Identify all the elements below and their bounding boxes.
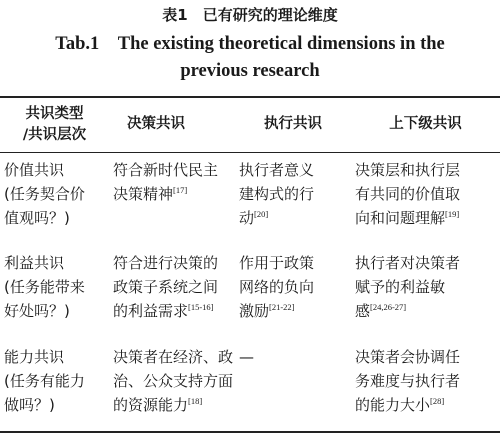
citation-reference: [15-16] (188, 302, 214, 312)
cell-line-text: 治、公众支持方面 (113, 372, 234, 390)
caption-english-line-1: Tab.1 The existing theoretical dimensions in the (55, 34, 445, 54)
cell-line (4, 369, 105, 393)
cell-line-text: 能力共识 (4, 348, 65, 366)
cell-line-text: 政策子系统之间 (113, 278, 219, 296)
cell-line-text: 执行者对决策者 (355, 254, 461, 272)
cell-line (355, 345, 496, 369)
cell-line (4, 393, 105, 417)
cell-line (4, 251, 105, 275)
cell-line (239, 206, 347, 230)
cell-line (355, 299, 496, 323)
cell-line (355, 251, 496, 275)
header-consensus-type (0, 97, 109, 152)
row-dimension-cell (0, 246, 109, 340)
cell-line (355, 275, 496, 299)
cell-line-text: 的能力大小 (355, 396, 431, 414)
decision-consensus-cell (109, 246, 235, 340)
cell-line-text: 激励 (239, 302, 270, 320)
cell-line (4, 182, 105, 206)
cell-line (355, 393, 496, 417)
cell-line-text: 务难度与执行者 (355, 372, 461, 390)
cell-line-text: 动 (239, 208, 255, 227)
cell-line (4, 206, 105, 230)
header-line: 共识类型 (25, 105, 84, 122)
cell-line (113, 299, 231, 323)
execution-consensus-cell: — (239, 348, 254, 366)
execution-consensus-cell (235, 246, 351, 340)
cell-line-text: 决策精神 (113, 184, 174, 203)
header-decision-consensus (109, 97, 235, 152)
cell-line-text: 向和问题理解 (355, 208, 446, 227)
cell-line (239, 275, 347, 299)
table-body (0, 152, 500, 432)
header-execution-consensus (235, 97, 351, 152)
cell-line (239, 182, 347, 206)
cell-line-text: (任务有能力 (4, 372, 85, 390)
cell-line-text: 作用于政策 (239, 254, 315, 272)
cell-line-text: 利益共识 (4, 254, 65, 272)
cell-line-text: 值观吗？) (4, 208, 70, 227)
table-caption-english (28, 31, 472, 85)
cell-line (113, 158, 231, 182)
citation-reference: [19] (445, 208, 460, 219)
header-line: /共识层次 (22, 126, 87, 143)
cell-line (355, 369, 496, 393)
decision-consensus-cell (109, 152, 235, 246)
cell-line (4, 299, 105, 323)
cell-line-text: 符合进行决策的 (113, 254, 219, 272)
cell-line-text: 符合新时代民主 (113, 160, 219, 179)
cell-line-text: 的利益需求 (113, 302, 189, 320)
cell-line-text: 好处吗？) (4, 302, 70, 320)
table-row (0, 152, 500, 246)
cell-line (4, 275, 105, 299)
hierarchy-consensus-cell (351, 340, 500, 432)
table-row (0, 340, 500, 432)
citation-reference: [20] (254, 208, 269, 219)
cell-line (355, 206, 496, 230)
header-line: 决策共识 (127, 116, 185, 133)
cell-line-text: 决策层和执行层 (355, 160, 461, 179)
header-hierarchy-consensus (351, 97, 500, 152)
cell-line (113, 182, 231, 206)
cell-line-text: (任务能带来 (4, 278, 85, 296)
cell-line (239, 251, 347, 275)
cell-line-text: 网络的负向 (239, 278, 315, 296)
cell-line (113, 251, 231, 275)
cell-line-text: 价值共识 (4, 160, 65, 179)
hierarchy-consensus-cell (351, 152, 500, 246)
row-dimension-cell (0, 340, 109, 432)
decision-consensus-cell (109, 340, 235, 432)
cell-line (113, 393, 231, 417)
citation-reference: [17] (173, 184, 188, 195)
cell-line (355, 182, 496, 206)
cell-line-text: 决策者在经济、政 (113, 348, 234, 366)
cell-line (355, 158, 496, 182)
citation-reference: [28] (430, 396, 445, 406)
cell-line-text: 赋予的利益敏 (355, 278, 446, 296)
cell-line-text: 建构式的行 (239, 184, 315, 203)
citation-reference: [18] (188, 396, 203, 406)
cell-line (4, 345, 105, 369)
citation-reference: [21-22] (269, 302, 295, 312)
table-caption-chinese: 表1 已有研究的理论维度 (162, 6, 338, 24)
hierarchy-consensus-cell (351, 246, 500, 340)
cell-line (4, 158, 105, 182)
dimensions-table (0, 96, 500, 433)
cell-line-text: 的资源能力 (113, 396, 189, 414)
cell-line-text: 决策者会协调任 (355, 348, 461, 366)
table-header-row (0, 97, 500, 152)
cell-line (239, 158, 347, 182)
cell-line (113, 369, 234, 393)
citation-reference: [24,26-27] (370, 302, 407, 312)
caption-english-line-2: previous research (180, 61, 320, 81)
row-dimension-cell (0, 152, 109, 246)
header-line: 上下级共识 (389, 116, 462, 133)
execution-consensus-cell (235, 152, 351, 246)
cell-line-text: 有共同的价值取 (355, 184, 461, 203)
cell-line (113, 345, 234, 369)
cell-line-text: 执行者意义 (239, 160, 315, 179)
cell-line-text: 感 (355, 302, 371, 320)
header-line: 执行共识 (264, 116, 322, 133)
cell-line-text: 做吗？) (4, 396, 55, 414)
cell-line (113, 275, 231, 299)
cell-line (239, 299, 347, 323)
table-row (0, 246, 500, 340)
cell-line-text: (任务契合价 (4, 184, 85, 203)
